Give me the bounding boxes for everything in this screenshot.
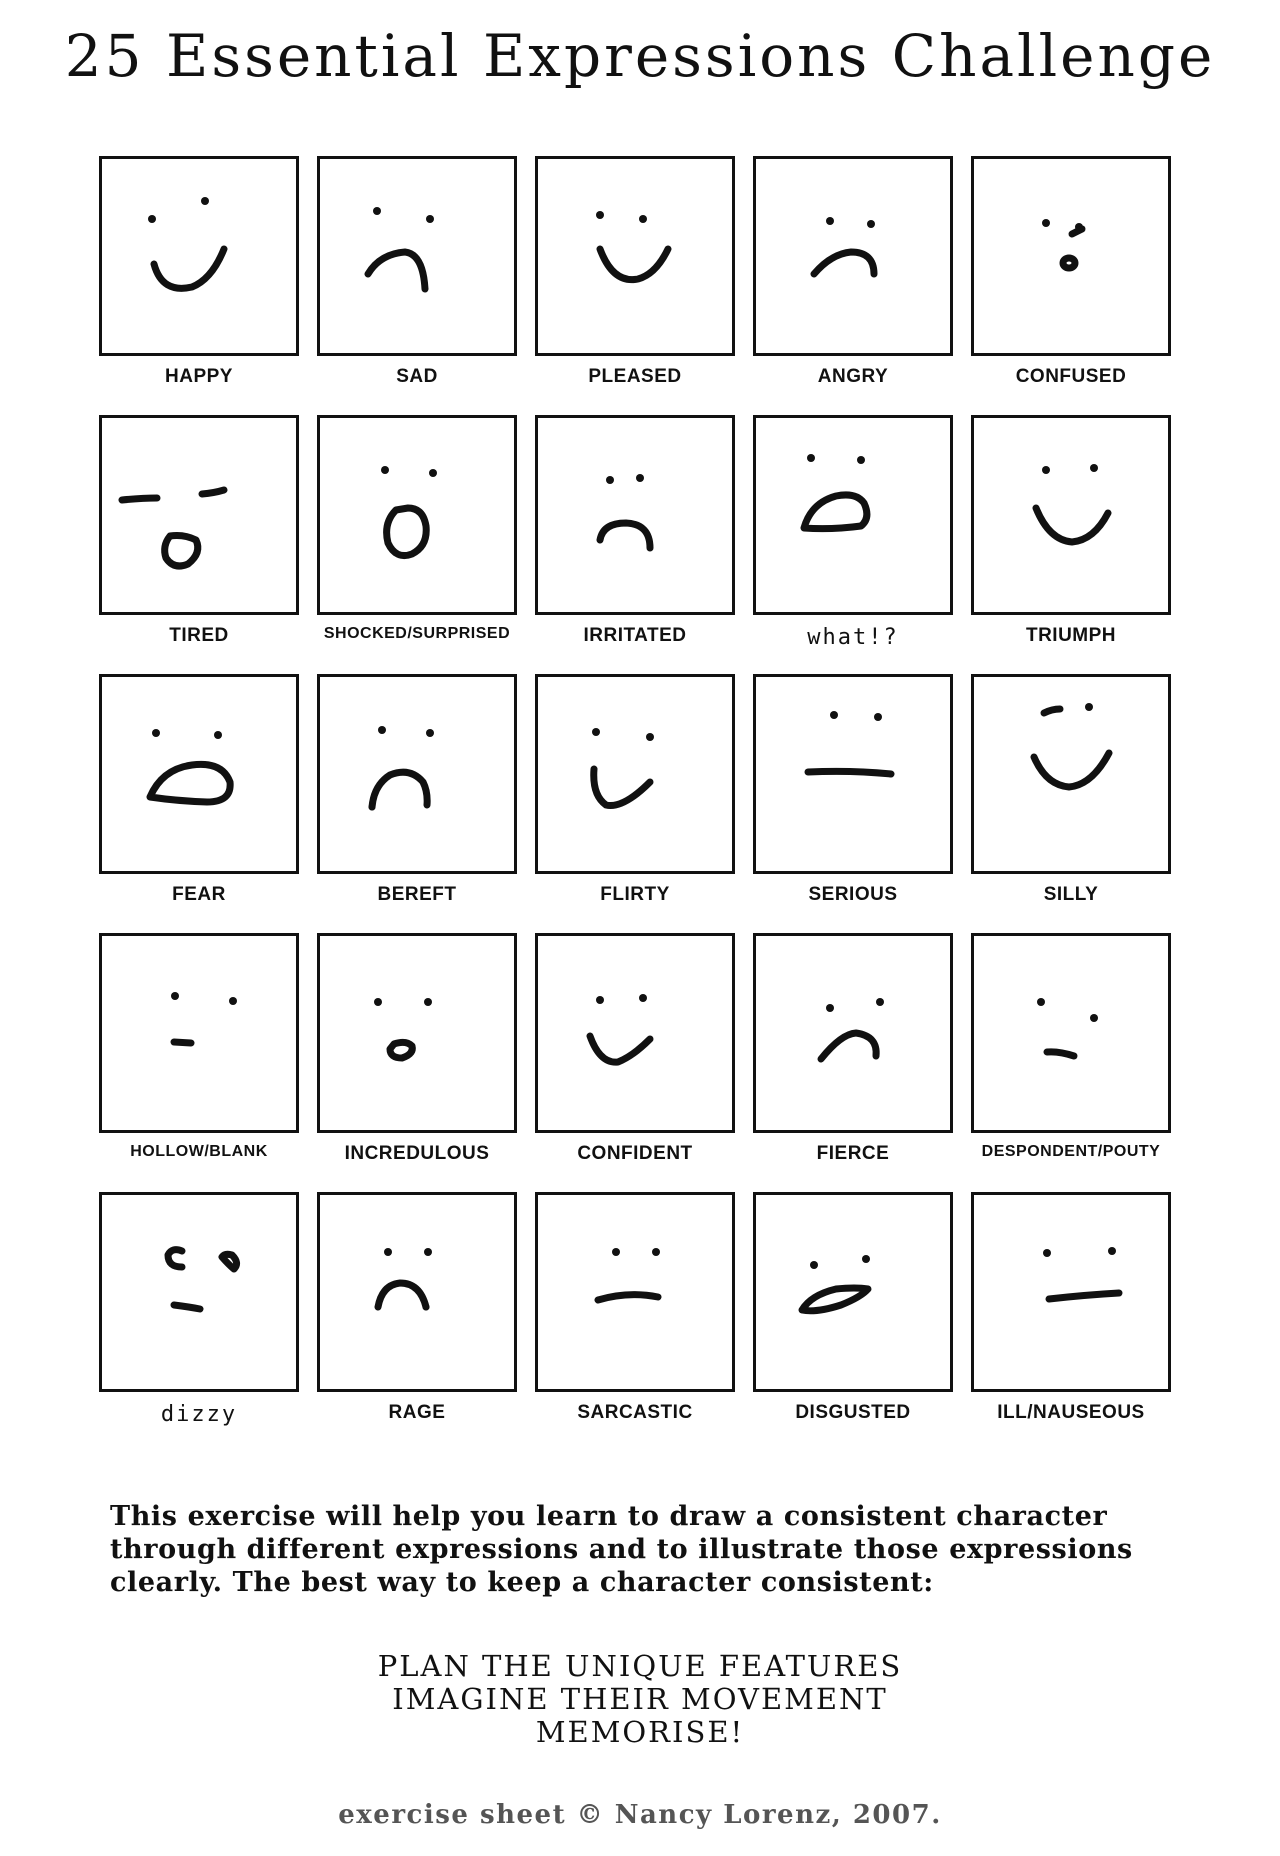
face-box-serious [753, 674, 953, 874]
expression-cell-sad [317, 156, 517, 388]
face-box-disgusted [753, 1192, 953, 1392]
expression-cell-disgusted [753, 1192, 953, 1424]
expression-label: DISGUSTED [795, 1402, 911, 1423]
tip-imagine: IMAGINE THEIR MOVEMENT [392, 1682, 888, 1716]
face-sarcastic-icon [538, 1195, 732, 1389]
face-box-sad [317, 156, 517, 356]
intro-paragraph: This exercise will help you learn to draw a consistent character through different expressions and to illustrate those expressions clearly. The best way to keep a character consistent: [110, 1501, 1133, 1598]
page-title: 25 Essential Expressions Challenge [64, 22, 1216, 90]
face-box-bereft [317, 674, 517, 874]
face-box-ill [971, 1192, 1171, 1392]
expression-cell-confident [535, 933, 735, 1165]
face-incredulous-icon [320, 936, 514, 1130]
expression-cell-hollow [99, 933, 299, 1161]
expression-cell-pleased [535, 156, 735, 388]
expression-label: SERIOUS [808, 884, 898, 905]
face-rage-icon [320, 1195, 514, 1389]
face-confident-icon [538, 936, 732, 1130]
face-pleased-icon [538, 159, 732, 353]
expression-cell-ill [971, 1192, 1171, 1424]
expression-cell-bereft [317, 674, 517, 906]
face-angry-icon [756, 159, 950, 353]
face-box-silly [971, 674, 1171, 874]
expression-cell-dizzy [99, 1192, 299, 1427]
face-silly-icon [974, 677, 1168, 871]
expression-cell-confused [971, 156, 1171, 388]
copyright-credit: exercise sheet © Nancy Lorenz, 2007. [338, 1800, 942, 1830]
expression-label: TRIUMPH [1025, 625, 1117, 646]
expression-label: CONFUSED [1015, 366, 1127, 387]
face-sad-icon [320, 159, 514, 353]
expression-label: ANGRY [817, 366, 889, 387]
face-box-shocked [317, 415, 517, 615]
face-what-icon [756, 418, 950, 612]
expression-label: TIRED [169, 625, 229, 646]
expression-cell-triumph [971, 415, 1171, 647]
expression-label: CONFIDENT [577, 1143, 693, 1164]
expression-cell-fear [99, 674, 299, 906]
expression-cell-despondent [971, 933, 1171, 1161]
expression-cell-fierce [753, 933, 953, 1165]
face-triumph-icon [974, 418, 1168, 612]
expression-cell-what [753, 415, 953, 650]
face-fierce-icon [756, 936, 950, 1130]
expression-label: IRRITATED [583, 625, 687, 646]
expression-label: what!? [807, 625, 899, 650]
face-ill-icon [974, 1195, 1168, 1389]
expression-cell-flirty [535, 674, 735, 906]
face-bereft-icon [320, 677, 514, 871]
face-box-rage [317, 1192, 517, 1392]
face-fear-icon [102, 677, 296, 871]
face-box-triumph [971, 415, 1171, 615]
face-box-dizzy [99, 1192, 299, 1392]
expression-cell-tired [99, 415, 299, 647]
face-box-fear [99, 674, 299, 874]
expression-label: SHOCKED/SURPRISED [323, 625, 511, 642]
expression-label: SAD [396, 366, 438, 387]
expression-label: BEREFT [377, 884, 457, 905]
tip-plan: PLAN THE UNIQUE FEATURES [377, 1649, 903, 1683]
face-shocked-icon [320, 418, 514, 612]
expression-cell-happy [99, 156, 299, 388]
face-dizzy-icon [102, 1195, 296, 1389]
expression-label: FLIRTY [600, 884, 670, 905]
expression-label: HOLLOW/BLANK [130, 1143, 268, 1160]
face-box-incredulous [317, 933, 517, 1133]
face-happy-icon [102, 159, 296, 353]
expression-label: HAPPY [165, 366, 233, 387]
expression-label: FIERCE [816, 1143, 890, 1164]
face-despondent-icon [974, 936, 1168, 1130]
expression-label: RAGE [388, 1402, 446, 1423]
face-box-confident [535, 933, 735, 1133]
face-box-pleased [535, 156, 735, 356]
expression-label: PLEASED [588, 366, 682, 387]
expression-label: SARCASTIC [577, 1402, 693, 1423]
face-box-flirty [535, 674, 735, 874]
expression-cell-sarcastic [535, 1192, 735, 1424]
face-box-angry [753, 156, 953, 356]
expression-label: INCREDULOUS [344, 1143, 490, 1164]
face-box-sarcastic [535, 1192, 735, 1392]
face-box-tired [99, 415, 299, 615]
face-confused-icon [974, 159, 1168, 353]
face-irritated-icon [538, 418, 732, 612]
expression-label: SILLY [1043, 884, 1099, 905]
expression-cell-angry [753, 156, 953, 388]
expression-label: dizzy [160, 1402, 238, 1427]
face-serious-icon [756, 677, 950, 871]
face-box-what [753, 415, 953, 615]
expression-label: FEAR [172, 884, 226, 905]
expression-label: ILL/NAUSEOUS [997, 1402, 1145, 1423]
face-box-despondent [971, 933, 1171, 1133]
face-box-irritated [535, 415, 735, 615]
expression-cell-shocked [317, 415, 517, 643]
face-box-happy [99, 156, 299, 356]
face-box-confused [971, 156, 1171, 356]
expression-cell-incredulous [317, 933, 517, 1165]
expression-cell-serious [753, 674, 953, 906]
expression-cell-silly [971, 674, 1171, 906]
face-disgusted-icon [756, 1195, 950, 1389]
face-box-fierce [753, 933, 953, 1133]
tips-list [0, 1650, 1280, 1749]
face-box-hollow [99, 933, 299, 1133]
face-hollow-icon [102, 936, 296, 1130]
expression-label: DESPONDENT/POUTY [981, 1143, 1161, 1160]
expression-cell-rage [317, 1192, 517, 1424]
expression-cell-irritated [535, 415, 735, 647]
face-flirty-icon [538, 677, 732, 871]
face-tired-icon [102, 418, 296, 612]
tip-memorise: MEMORISE! [535, 1715, 745, 1749]
